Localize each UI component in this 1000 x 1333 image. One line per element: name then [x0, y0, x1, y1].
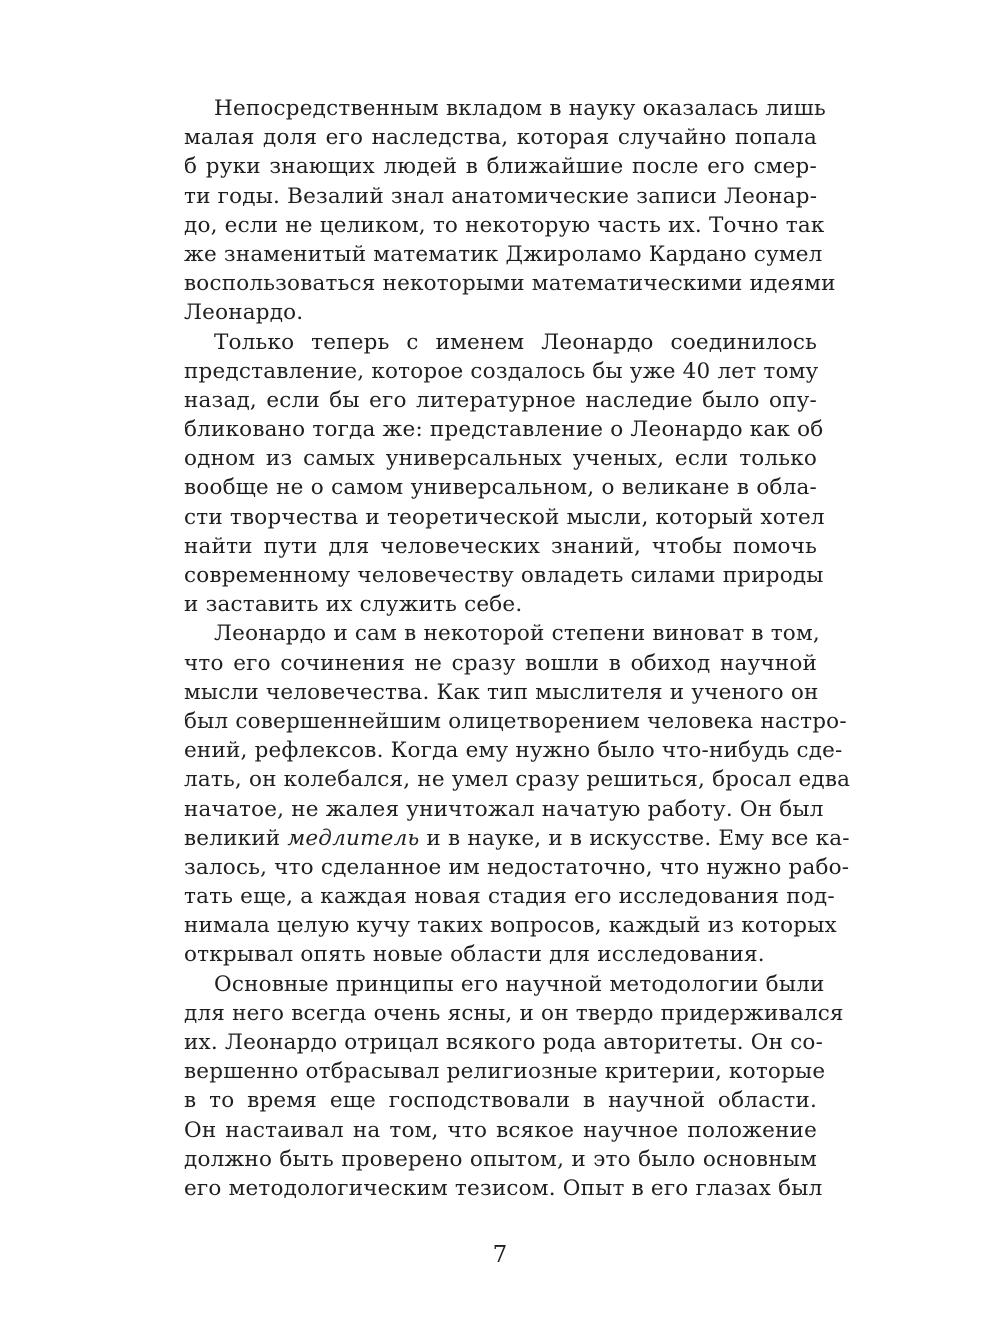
text-line: Леонардо и сам в некоторой степени виноват в том,: [214, 621, 820, 647]
text-line: Непосредственным вкладом в науку оказалась лишь: [214, 96, 826, 121]
text-line: одном из самых универсальных ученых, если только: [184, 446, 817, 472]
text-line: Только теперь с именем Леонардо соединилось: [214, 329, 817, 355]
text-line: лать, он колебался, не умел сразу решиться, бросал едва: [184, 767, 851, 793]
text-line: тать еще, а каждая новая стадия его исследования под-: [184, 884, 835, 910]
text-line: был совершеннейшим олицетворением человека настро-: [184, 708, 847, 734]
text-line: залось, что сделанное им недостаточно, что нужно рабо-: [184, 854, 850, 880]
text-line: воспользоваться некоторыми математическими идеями: [184, 271, 836, 297]
text-line: его методологическим тезисом. Опыт в его глазах был: [184, 1175, 823, 1201]
page-body: [184, 94, 851, 1203]
text-line: современному человечеству овладеть силами природы: [184, 563, 824, 588]
text-line: вершенно отбрасывал религиозные критерии, которые: [184, 1059, 826, 1085]
text-line: открывал опять новые области для исследования.: [184, 942, 765, 968]
text-line: назад, если бы его литературное наследие было опу-: [184, 387, 817, 413]
text-segment: и в науке, и в искусстве. Ему все ка-: [419, 825, 850, 851]
text-line: сти творчества и теоретической мысли, который хотел: [184, 504, 825, 530]
paragraph-2: [184, 328, 825, 620]
text-line: Он настаивал на том, что всякое научное положение: [184, 1117, 817, 1143]
text-line-with-emphasis: [184, 824, 850, 853]
text-line: малая доля его наследства, которая случайно попала: [184, 125, 817, 151]
text-line: до, если не целиком, то некоторую часть их. Точно так: [184, 212, 825, 238]
text-line: б руки знающих людей в ближайшие после его смер-: [184, 154, 817, 180]
text-line: же знаменитый математик Джироламо Кардано сумел: [184, 241, 823, 267]
text-line: мысли человечества. Как тип мыслителя и ученого он: [184, 679, 819, 705]
text-line: начатое, не жалея уничтожал начатую работу. Он был: [184, 796, 824, 822]
text-line: их. Леонардо отрицал всякого рода авторитеты. Он со-: [184, 1030, 824, 1055]
text-line: Основные принципы его научной методологии были: [214, 971, 825, 997]
text-line: Леонардо.: [184, 300, 304, 326]
text-line: представление, которое создалось бы уже 40 лет тому: [184, 358, 819, 384]
text-line: нимала целую кучу таких вопросов, каждый из которых: [184, 913, 837, 939]
text-line: найти пути для человеческих знаний, чтобы помочь: [184, 533, 817, 559]
text-line: ений, рефлексов. Когда ему нужно было что-нибудь сде-: [184, 738, 843, 764]
text-segment: великий: [184, 825, 288, 851]
page-number: 7: [492, 1242, 508, 1268]
text-line: что его сочинения не сразу вошли в обиход научной: [184, 650, 817, 676]
text-line: ти годы. Везалий знал анатомические записи Леонар-: [184, 183, 818, 209]
emphasized-word: медлитель: [287, 825, 420, 851]
text-line: вообще не о самом универсальном, о великане в обла-: [184, 475, 817, 501]
text-line: бликовано тогда же: представление о Леонардо как об: [184, 417, 824, 443]
text-line: в то время еще господствовали в научной области.: [184, 1088, 817, 1114]
paragraph-1: [184, 94, 836, 328]
text-line: для него всегда очень ясны, и он твердо придерживался: [184, 1000, 844, 1026]
paragraph-4: [184, 970, 844, 1204]
text-line: должно быть проверено опытом, и это было основным: [184, 1146, 817, 1172]
paragraph-3: [184, 619, 851, 969]
text-line: и заставить их служить себе.: [184, 592, 523, 618]
